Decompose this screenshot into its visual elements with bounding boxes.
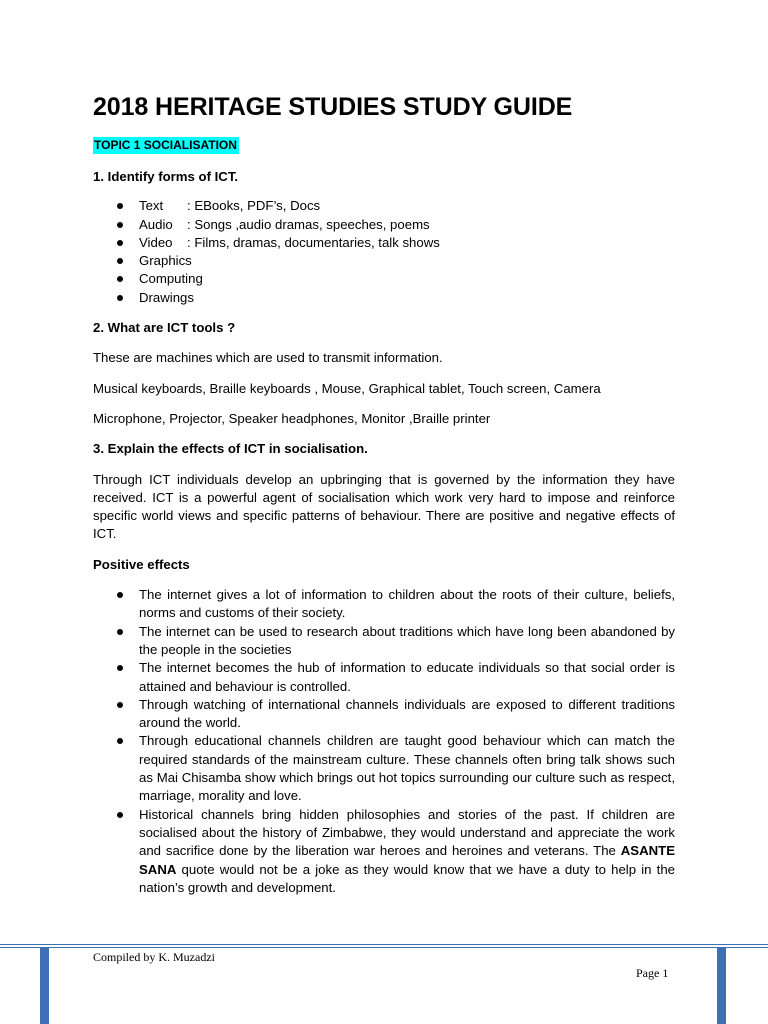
list-item [93,623,675,660]
bullet-icon [117,812,123,818]
bullet-icon [117,665,123,671]
asante-sana-quote: ASANTE SANA [139,843,675,877]
bullet-icon [117,295,123,301]
list-item [93,270,675,288]
question-3: 3. Explain the effects of ICT in socialisation. [93,441,368,457]
effect-text: The internet gives a lot of information to children about the roots of their culture, beliefs, norms and customs of their society. [139,587,675,621]
bullet-icon [117,276,123,282]
bullet-icon [117,738,123,744]
form-desc: : Films, dramas, documentaries, talk shows [187,234,440,250]
footer-author: Compiled by K. Muzadzi [93,950,215,964]
form-name: Text [139,198,164,214]
list-item [93,252,675,270]
document-body [93,92,675,897]
form-name: Graphics [139,253,192,269]
list-item [93,216,675,234]
list-item [93,732,675,805]
effect-text: The internet becomes the hub of information to educate individuals so that social order is attained and behaviour is controlled. [139,660,675,694]
bullet-icon [117,258,123,264]
form-name: Audio [139,216,173,232]
form-name: Drawings [139,289,194,305]
list-item [93,806,675,897]
bullet-icon [117,592,123,598]
bullet-icon [117,203,123,209]
footer-divider [0,947,768,948]
bullet-icon [117,702,123,708]
list-item [93,197,675,215]
tools-line-2: Microphone, Projector, Speaker headphones, Monitor ,Braille printer [93,410,491,426]
tools-line-1: Musical keyboards, Braille keyboards , Mouse, Graphical tablet, Touch screen, Camera [93,380,601,396]
list-item [93,586,675,623]
positive-effects-heading: Positive effects [93,556,190,572]
effect-text: The internet can be used to research about traditions which have long been abandoned by the people in the societies [139,623,675,657]
bullet-icon [117,629,123,635]
footer-divider [0,944,768,945]
intro-paragraph: Through ICT individuals develop an upbringing that is governed by the information they have received. ICT is a powerful agent of socialisation which work very hard to impose and reinforce specific world views and specific patterns of behaviour. There are positive and negative effects of ICT. [93,471,675,542]
form-name: Video [139,234,173,250]
list-item [93,289,675,307]
effect-text-start: Historical channels bring hidden philosophies and stories of the past. If children are socialised about the history of Zimbabwe, they would understand and appreciate the work and sacrifice done by the liberation war heroes and heroines and veterans. The [139,806,675,859]
form-desc: : EBooks, PDF’s, Docs [187,198,321,214]
footer-right-bar [717,948,726,1024]
bullet-icon [117,222,123,228]
effect-text-end: quote would not be a joke as they would know that we have a duty to help in the nation’s growth and development. [139,861,675,895]
list-item [93,659,675,696]
page-number: Page 1 [636,966,669,980]
forms-list [93,197,675,307]
list-item [93,696,675,733]
form-desc: : Songs ,audio dramas, speeches, poems [187,216,430,232]
positive-effects-list [93,586,675,897]
question-2: 2. What are ICT tools ? [93,320,236,336]
list-item [93,234,675,252]
bullet-icon [117,240,123,246]
page-title: 2018 HERITAGE STUDIES STUDY GUIDE [93,93,573,121]
footer-left-bar [40,948,49,1024]
effect-text: Through educational channels children are taught good behaviour which can match the required standards of the mainstream culture. These channels often bring talk shows such as Mai Chisamba show which brings out hot topics surrounding our culture such as respect, marriage, morality and love. [139,733,675,804]
topic-heading: TOPIC 1 SOCIALISATION [94,138,237,152]
form-name: Computing [139,271,203,287]
effect-text: Through watching of international channels individuals are exposed to different traditions around the world. [139,696,675,731]
tools-definition: These are machines which are used to transmit information. [93,350,443,366]
question-1: 1. Identify forms of ICT. [93,169,239,184]
